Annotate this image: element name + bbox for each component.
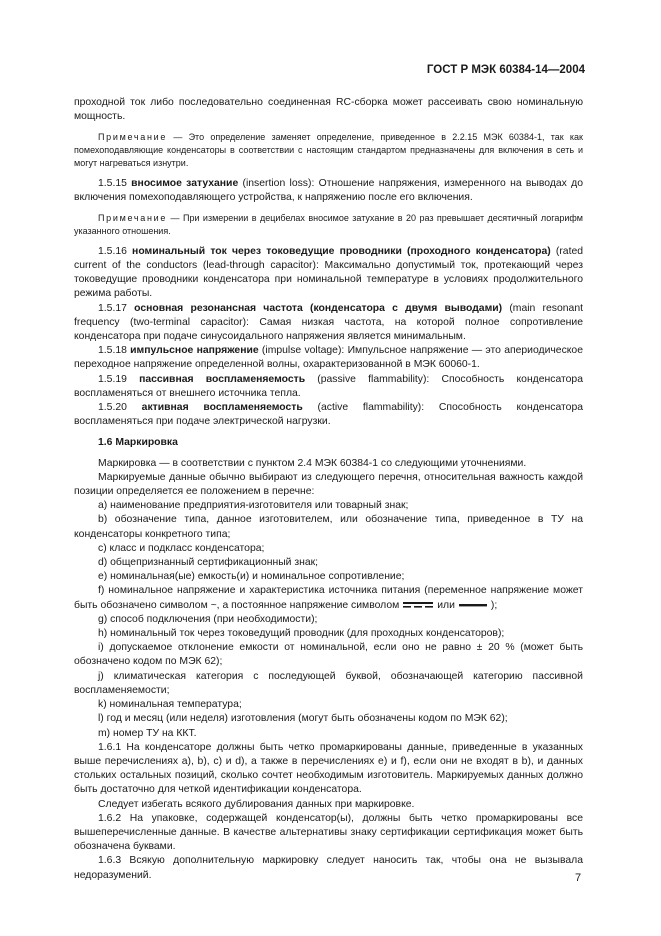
list-item: j) климатическая категория с последующей буквой, обозначающей категорию пассивной воспламеняемости; <box>74 670 583 696</box>
term: активная воспламеняемость <box>141 402 303 414</box>
term: пассивная воспламеняемость <box>139 373 306 385</box>
note: Примечание — Это определение заменяет определение, приведенное в 2.2.15 МЭК 60384-1, так как помехоподавляющие конденсаторы в соответствии с настоящим стандартом предназначены для включения в сеть и могут нагреваться изнутри. <box>74 132 583 168</box>
definition-1-5-15: 1.5.15 вносимое затухание (insertion loss): Отношение напряжения, измеренного на выводах до включения помехоподавляющего устройства, к напряжению после его включения. <box>74 177 583 203</box>
document-header: ГОСТ Р МЭК 60384-14—2004 <box>426 64 585 76</box>
note-label: Примечание <box>98 213 168 224</box>
list-item: a) наименование предприятия-изготовителя или товарный знак; <box>98 500 409 512</box>
list-item: i) допускаемое отклонение емкости от номинальной, если оно не равно ± 20 % (может быть обозначено кодом по МЭК 62); <box>74 642 583 668</box>
dc-line-symbol-icon <box>459 602 487 608</box>
paragraph: 1.6.3 Всякую дополнительную маркировку следует наносить так, чтобы она не вызывала недоразумений. <box>74 855 583 881</box>
list-item: l) год и месяц (или неделя) изготовления (могут быть обозначены кодом по МЭК 62); <box>98 713 508 725</box>
list-item: h) номинальный ток через токоведущий проводник (для проходных конденсаторов); <box>98 628 505 640</box>
paragraph: проходной ток либо последовательно соединенная RC-сборка может рассеивать свою номинальную мощность. <box>74 97 583 123</box>
page-number: 7 <box>575 872 582 884</box>
term: импульсное напряжение <box>130 345 259 357</box>
list-item: b) обозначение типа, данное изготовителем, или обозначение типа, приведенное в ТУ на конденсаторы конкретного типа; <box>74 514 583 540</box>
term: номинальный ток через токоведущие проводники (проходного конденсатора) <box>132 245 551 257</box>
definition-1-5-17: 1.5.17 основная резонансная частота (конденсатора с двумя выводами) (main resonant frequency (two-terminal capacitor): Самая низкая частота, на которой полное сопротивление конденсатора при подаче синусоидального напряжения является минимальным. <box>74 302 583 343</box>
list-item: m) номер ТУ на ККТ. <box>98 727 197 739</box>
or-word: или <box>437 599 455 611</box>
list-item: e) номинальная(ые) емкость(и) и номинальное сопротивление; <box>98 571 405 583</box>
section-heading: 1.6 Маркировка <box>98 437 178 449</box>
definition-1-5-18: 1.5.18 импульсное напряжение (impulse voltage): Импульсное напряжение — это апериодическое переходное напряжение определенной волны, охарактеризованной в МЭК 60060-1. <box>74 345 583 371</box>
paragraph: Маркируемые данные обычно выбирают из следующего перечня, относительная важность каждой позиции определяется ее положением в перечне: <box>74 471 583 498</box>
term: вносимое затухание <box>131 177 239 189</box>
definition-1-5-19: 1.5.19 пассивная воспламеняемость (passive flammability): Способность конденсатора воспламеняться от внешнего источника тепла. <box>74 373 583 399</box>
page-body <box>74 96 583 883</box>
paragraph: 1.6.1 На конденсаторе должны быть четко промаркированы данные, приведенные в указанных выше перечислениях a), b), c) и d), а также в перечислениях e) и f), если они не входят в b), и данных стольких остальных позиций, сколько сочтет необходимым изготовитель. Маркируемых данных должно быть достаточно для четкой идентификации конденсатора. <box>74 741 583 796</box>
paragraph: Следует избегать всякого дублирования данных при маркировке. <box>98 798 415 810</box>
note: Примечание — При измерении в децибелах вносимое затухание в 20 раз превышает десятичный логарифм указанного отношения. <box>74 213 583 236</box>
paragraph: Маркировка — в соответствии с пунктом 2.4 МЭК 60384-1 со следующими уточнениями. <box>98 457 527 469</box>
term: основная резонансная частота (конденсатора с двумя выводами) <box>134 302 503 314</box>
list-item: f) номинальное напряжение и характеристика источника питания (переменное напряжение может быть обозначено символом ~, а постоянное напряжение символом или ); <box>74 585 583 611</box>
list-item: k) номинальная температура; <box>98 699 242 711</box>
note-label: Примечание <box>98 132 168 143</box>
definition-1-5-16: 1.5.16 номинальный ток через токоведущие проводники (проходного конденсатора) (rated current of the conductors (lead-through capacitor): Максимально допустимый ток, протекающий через токоведущие проводники конденсатора при номинальной температуре в условиях продолжительного режима работы. <box>74 245 584 300</box>
list-item: d) общепризнанный сертификационный знак; <box>98 557 319 569</box>
definition-1-5-20: 1.5.20 активная воспламеняемость (active flammability): Способность конденсатора воспламеняться при подаче электрической нагрузки. <box>74 402 583 428</box>
list-item: c) класс и подкласс конденсатора; <box>98 542 265 554</box>
dc-dashed-symbol-icon <box>403 601 433 609</box>
paragraph: 1.6.2 На упаковке, содержащей конденсатор(ы), должны быть четко промаркированы все вышеперечисленные данные. В качестве альтернативы знаку сертификации сертификация может быть обозначена буквами. <box>74 812 583 853</box>
list-item: g) способ подключения (при необходимости); <box>98 613 318 625</box>
